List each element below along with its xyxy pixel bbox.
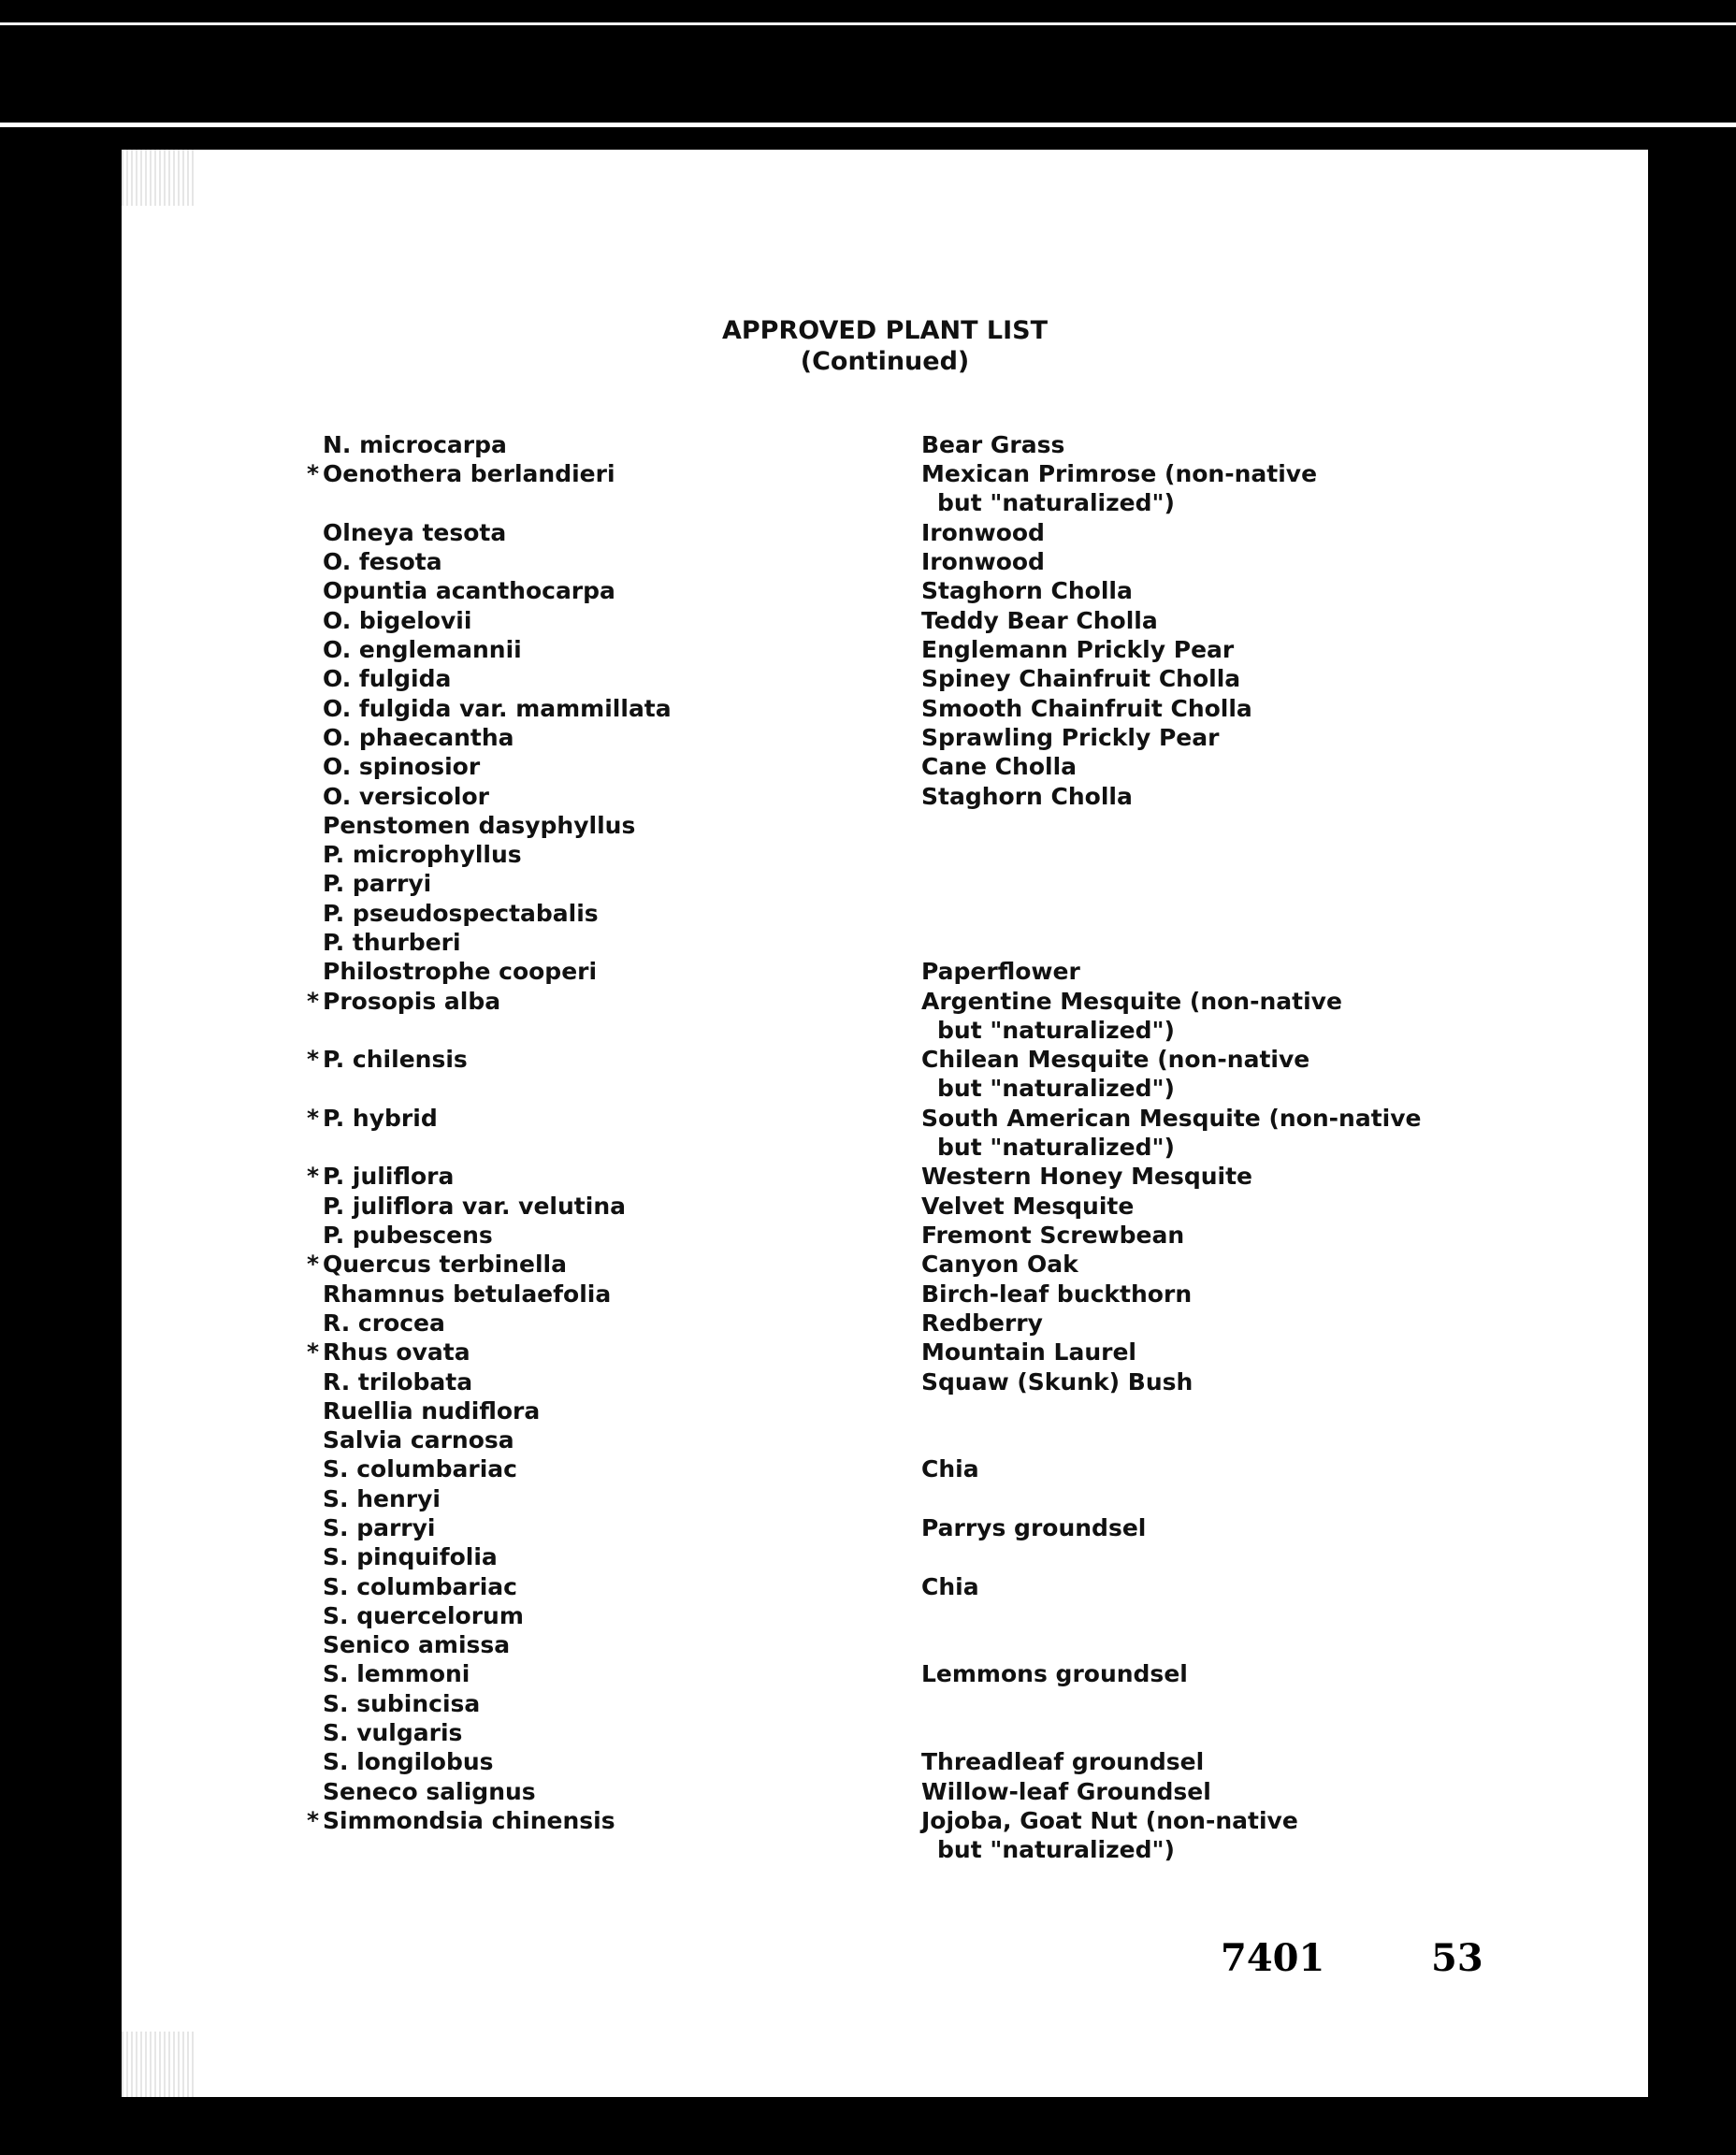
common-name <box>921 1280 1192 1309</box>
scientific-name <box>323 1396 540 1425</box>
scientific-name-text: O. fulgida <box>323 665 452 693</box>
non-native-asterisk: * <box>307 1806 320 1834</box>
common-name-text: Birch-leaf buckthorn <box>921 1280 1193 1308</box>
plant-list <box>122 430 1648 1865</box>
scientific-name <box>323 1221 493 1250</box>
common-name-text: Lemmons groundsel <box>921 1660 1188 1688</box>
plant-row <box>122 1630 1648 1659</box>
common-name-text: Willow-leaf Groundsel <box>921 1777 1211 1805</box>
plant-row <box>122 1104 1648 1163</box>
common-name-continuation: but "naturalized") <box>937 1075 1175 1103</box>
common-name <box>921 459 1317 517</box>
non-native-asterisk: * <box>307 1046 320 1074</box>
plant-row <box>122 723 1648 752</box>
non-native-asterisk: * <box>307 987 320 1015</box>
common-name-text: Fremont Screwbean <box>921 1222 1185 1250</box>
scan-smudge-bottom <box>122 2032 196 2097</box>
scientific-name <box>323 1309 445 1338</box>
common-name-continuation: but "naturalized") <box>937 1016 1175 1044</box>
common-name <box>921 1747 1204 1776</box>
plant-row <box>122 987 1648 1046</box>
scientific-name-text: O. bigelovii <box>323 606 472 634</box>
plant-row <box>122 1338 1648 1367</box>
plant-row <box>122 1221 1648 1250</box>
scientific-name <box>323 518 506 547</box>
scientific-name-text: P. pseudospectabalis <box>323 899 599 927</box>
scientific-name-text: Salvia carnosa <box>323 1426 514 1454</box>
scientific-name <box>323 1484 441 1513</box>
scientific-name <box>323 694 672 723</box>
common-name-text: Cane Cholla <box>921 753 1078 781</box>
document-number: 7401 <box>1221 1936 1325 1980</box>
common-name-text: Chia <box>921 1455 979 1483</box>
scientific-name-text: O. fulgida var. mammillata <box>323 694 672 722</box>
common-name <box>921 518 1045 547</box>
common-name-text: Redberry <box>921 1309 1043 1337</box>
plant-row <box>122 752 1648 781</box>
common-name-text: Argentine Mesquite (non-native <box>921 987 1342 1015</box>
scientific-name-text: Opuntia acanthocarpa <box>323 577 615 605</box>
common-name <box>921 1250 1078 1279</box>
scientific-name-text: S. henryi <box>323 1484 441 1512</box>
scientific-name-text: Oenothera berlandieri <box>323 460 615 488</box>
scientific-name <box>323 811 635 840</box>
scientific-name <box>307 1045 468 1074</box>
page-header <box>122 315 1648 377</box>
scientific-name <box>323 1777 536 1806</box>
scientific-name <box>323 1601 524 1630</box>
scientific-name-text: R. crocea <box>323 1309 445 1337</box>
common-name <box>921 1104 1421 1162</box>
common-name-text: Velvet Mesquite <box>921 1192 1135 1220</box>
common-name-text: Squaw (Skunk) Bush <box>921 1367 1194 1396</box>
plant-row <box>122 782 1648 811</box>
plant-row <box>122 1309 1648 1338</box>
plant-row <box>122 1162 1648 1191</box>
scientific-name <box>323 899 599 928</box>
common-name <box>921 606 1158 635</box>
scientific-name-text: S. quercelorum <box>323 1601 524 1629</box>
scientific-name-text: N. microcarpa <box>323 431 507 458</box>
plant-row <box>122 1659 1648 1688</box>
scientific-name-text: P. juliflora <box>323 1163 455 1191</box>
plant-row <box>122 430 1648 459</box>
top-scan-rule-2 <box>0 123 1736 127</box>
non-native-asterisk: * <box>307 460 320 488</box>
scientific-name <box>323 928 461 957</box>
common-name-text: Spiney Chainfruit Cholla <box>921 665 1241 693</box>
scientific-name-text: S. pinquifolia <box>323 1543 498 1571</box>
common-name-continuation: but "naturalized") <box>937 1835 1175 1863</box>
scientific-name-text: O. phaecantha <box>323 723 514 751</box>
non-native-asterisk: * <box>307 1104 320 1132</box>
scientific-name-text: S. vulgaris <box>323 1719 463 1747</box>
common-name <box>921 1221 1184 1250</box>
scientific-name-text: Seneco salignus <box>323 1777 536 1805</box>
common-name <box>921 1659 1188 1688</box>
scientific-name-text: Olneya tesota <box>323 518 507 546</box>
scan-smudge-top <box>122 150 196 206</box>
plant-row <box>122 606 1648 635</box>
common-name <box>921 1454 979 1483</box>
plant-row <box>122 1250 1648 1279</box>
common-name-text: Teddy Bear Cholla <box>921 606 1158 634</box>
scientific-name <box>323 1513 436 1542</box>
common-name-text: Bear Grass <box>921 431 1065 458</box>
common-name-text: Mountain Laurel <box>921 1338 1136 1367</box>
scientific-name-text: R. trilobata <box>323 1367 473 1396</box>
plant-row <box>122 1484 1648 1513</box>
common-name-text: Staghorn Cholla <box>921 577 1133 605</box>
page-title: APPROVED PLANT LIST <box>721 316 1049 345</box>
scientific-name <box>323 957 597 986</box>
scientific-name-text: P. pubescens <box>323 1222 493 1250</box>
common-name-text: Parrys groundsel <box>921 1513 1147 1541</box>
scientific-name <box>323 723 514 752</box>
plant-row <box>122 1747 1648 1776</box>
common-name-text: Smooth Chainfruit Cholla <box>921 694 1252 722</box>
common-name-text: Ironwood <box>921 518 1045 546</box>
scientific-name <box>323 1747 494 1776</box>
plant-row <box>122 869 1648 898</box>
document-page <box>122 150 1648 2097</box>
scientific-name <box>323 782 489 811</box>
scientific-name <box>323 1425 514 1454</box>
common-name <box>921 1192 1134 1221</box>
scientific-name <box>323 1454 517 1483</box>
scientific-name-text: Philostrophe cooperi <box>323 958 598 986</box>
plant-row <box>122 1572 1648 1601</box>
plant-row <box>122 459 1648 518</box>
common-name-text: Paperflower <box>921 958 1080 986</box>
scientific-name <box>323 840 522 869</box>
common-name <box>921 430 1064 459</box>
common-name-continuation: but "naturalized") <box>937 489 1175 517</box>
scientific-name <box>323 1542 498 1571</box>
common-name <box>921 1777 1211 1806</box>
common-name-text: Western Honey Mesquite <box>921 1163 1252 1191</box>
scientific-name-text: P. thurberi <box>323 929 461 957</box>
common-name <box>921 957 1080 986</box>
plant-row <box>122 1777 1648 1806</box>
scientific-name-text: Quercus terbinella <box>323 1251 567 1279</box>
common-name <box>921 723 1219 752</box>
top-scan-rule <box>0 22 1736 25</box>
scientific-name <box>323 1572 517 1601</box>
scientific-name-text: P. parryi <box>323 870 432 898</box>
plant-row <box>122 664 1648 693</box>
plant-row <box>122 1689 1648 1718</box>
scientific-name <box>307 1250 567 1279</box>
common-name <box>921 782 1133 811</box>
plant-row <box>122 1045 1648 1104</box>
scientific-name-text: P. juliflora var. velutina <box>323 1192 626 1220</box>
page-number: 53 <box>1431 1936 1483 1980</box>
plant-row <box>122 1396 1648 1425</box>
plant-row <box>122 1192 1648 1221</box>
plant-row <box>122 1718 1648 1747</box>
scientific-name-text: S. lemmoni <box>323 1660 470 1688</box>
scientific-name <box>307 1806 615 1835</box>
plant-row <box>122 635 1648 664</box>
plant-row <box>122 1601 1648 1630</box>
scientific-name <box>323 752 480 781</box>
scientific-name <box>307 1338 470 1367</box>
scientific-name-text: O. versicolor <box>323 782 490 810</box>
scientific-name-text: S. longilobus <box>323 1748 494 1776</box>
common-name <box>921 1045 1309 1103</box>
scientific-name <box>323 430 507 459</box>
page-subtitle: (Continued) <box>800 347 970 376</box>
common-name <box>921 752 1077 781</box>
plant-row <box>122 1367 1648 1396</box>
scientific-name <box>307 1104 438 1133</box>
common-name-continuation: but "naturalized") <box>937 1133 1175 1161</box>
common-name-text: Ironwood <box>921 548 1045 576</box>
non-native-asterisk: * <box>307 1338 320 1367</box>
common-name <box>921 635 1234 664</box>
common-name-text: Chia <box>921 1572 979 1600</box>
scientific-name <box>323 869 431 898</box>
common-name <box>921 1162 1252 1191</box>
common-name-text: Englemann Prickly Pear <box>921 636 1235 664</box>
scientific-name <box>323 1689 480 1718</box>
common-name <box>921 1572 979 1601</box>
scientific-name <box>323 576 615 605</box>
scientific-name-text: Simmondsia chinensis <box>323 1806 615 1834</box>
scientific-name-text: Ruellia nudiflora <box>323 1396 541 1425</box>
common-name-text: South American Mesquite (non-native <box>921 1104 1422 1132</box>
common-name-text: Chilean Mesquite (non-native <box>921 1046 1310 1074</box>
common-name-text: Sprawling Prickly Pear <box>921 723 1220 751</box>
scientific-name-text: Senico amissa <box>323 1631 511 1659</box>
plant-row <box>122 1454 1648 1483</box>
scientific-name-text: S. subincisa <box>323 1689 481 1717</box>
scientific-name <box>307 459 615 488</box>
common-name <box>921 1367 1193 1396</box>
common-name <box>921 664 1240 693</box>
common-name-text: Staghorn Cholla <box>921 782 1133 810</box>
scientific-name <box>323 635 522 664</box>
scientific-name <box>323 1192 626 1221</box>
plant-row <box>122 1542 1648 1571</box>
common-name <box>921 576 1133 605</box>
common-name <box>921 547 1045 576</box>
scientific-name <box>323 547 442 576</box>
scientific-name <box>323 1630 510 1659</box>
scientific-name-text: Rhamnus betulaefolia <box>323 1280 612 1308</box>
common-name-text: Mexican Primrose (non-native <box>921 460 1318 488</box>
scientific-name-text: P. microphyllus <box>323 841 522 869</box>
non-native-asterisk: * <box>307 1251 320 1279</box>
scientific-name-text: S. columbariac <box>323 1572 517 1600</box>
common-name <box>921 1806 1298 1864</box>
plant-row <box>122 1425 1648 1454</box>
scientific-name <box>323 1367 472 1396</box>
common-name-text: Canyon Oak <box>921 1251 1078 1279</box>
common-name <box>921 694 1252 723</box>
common-name-text: Threadleaf groundsel <box>921 1748 1205 1776</box>
scientific-name-text: O. fesota <box>323 548 442 576</box>
scientific-name-text: P. hybrid <box>323 1104 438 1132</box>
common-name <box>921 987 1342 1045</box>
scientific-name <box>323 1659 470 1688</box>
scientific-name-text: Rhus ovata <box>323 1338 470 1367</box>
scientific-name <box>323 1280 611 1309</box>
plant-row <box>122 518 1648 547</box>
scientific-name-text: S. columbariac <box>323 1455 517 1483</box>
plant-row <box>122 928 1648 957</box>
plant-row <box>122 811 1648 840</box>
common-name <box>921 1513 1146 1542</box>
plant-row <box>122 547 1648 576</box>
scientific-name <box>323 606 471 635</box>
common-name <box>921 1309 1043 1338</box>
plant-row <box>122 1280 1648 1309</box>
scientific-name-text: Penstomen dasyphyllus <box>323 811 636 839</box>
scientific-name-text: S. parryi <box>323 1513 436 1541</box>
common-name-text: Jojoba, Goat Nut (non-native <box>921 1806 1298 1834</box>
plant-row <box>122 957 1648 986</box>
plant-row <box>122 1806 1648 1865</box>
scientific-name-text: O. englemannii <box>323 636 522 664</box>
scientific-name-text: O. spinosior <box>323 753 481 781</box>
scientific-name-text: P. chilensis <box>323 1046 468 1074</box>
scientific-name <box>307 987 501 1016</box>
scientific-name <box>323 664 451 693</box>
plant-row <box>122 1513 1648 1542</box>
plant-row <box>122 694 1648 723</box>
plant-row <box>122 840 1648 869</box>
common-name <box>921 1338 1136 1367</box>
plant-row <box>122 576 1648 605</box>
scientific-name-text: Prosopis alba <box>323 987 501 1015</box>
plant-row <box>122 899 1648 928</box>
scientific-name <box>323 1718 462 1747</box>
non-native-asterisk: * <box>307 1163 320 1191</box>
scientific-name <box>307 1162 455 1191</box>
